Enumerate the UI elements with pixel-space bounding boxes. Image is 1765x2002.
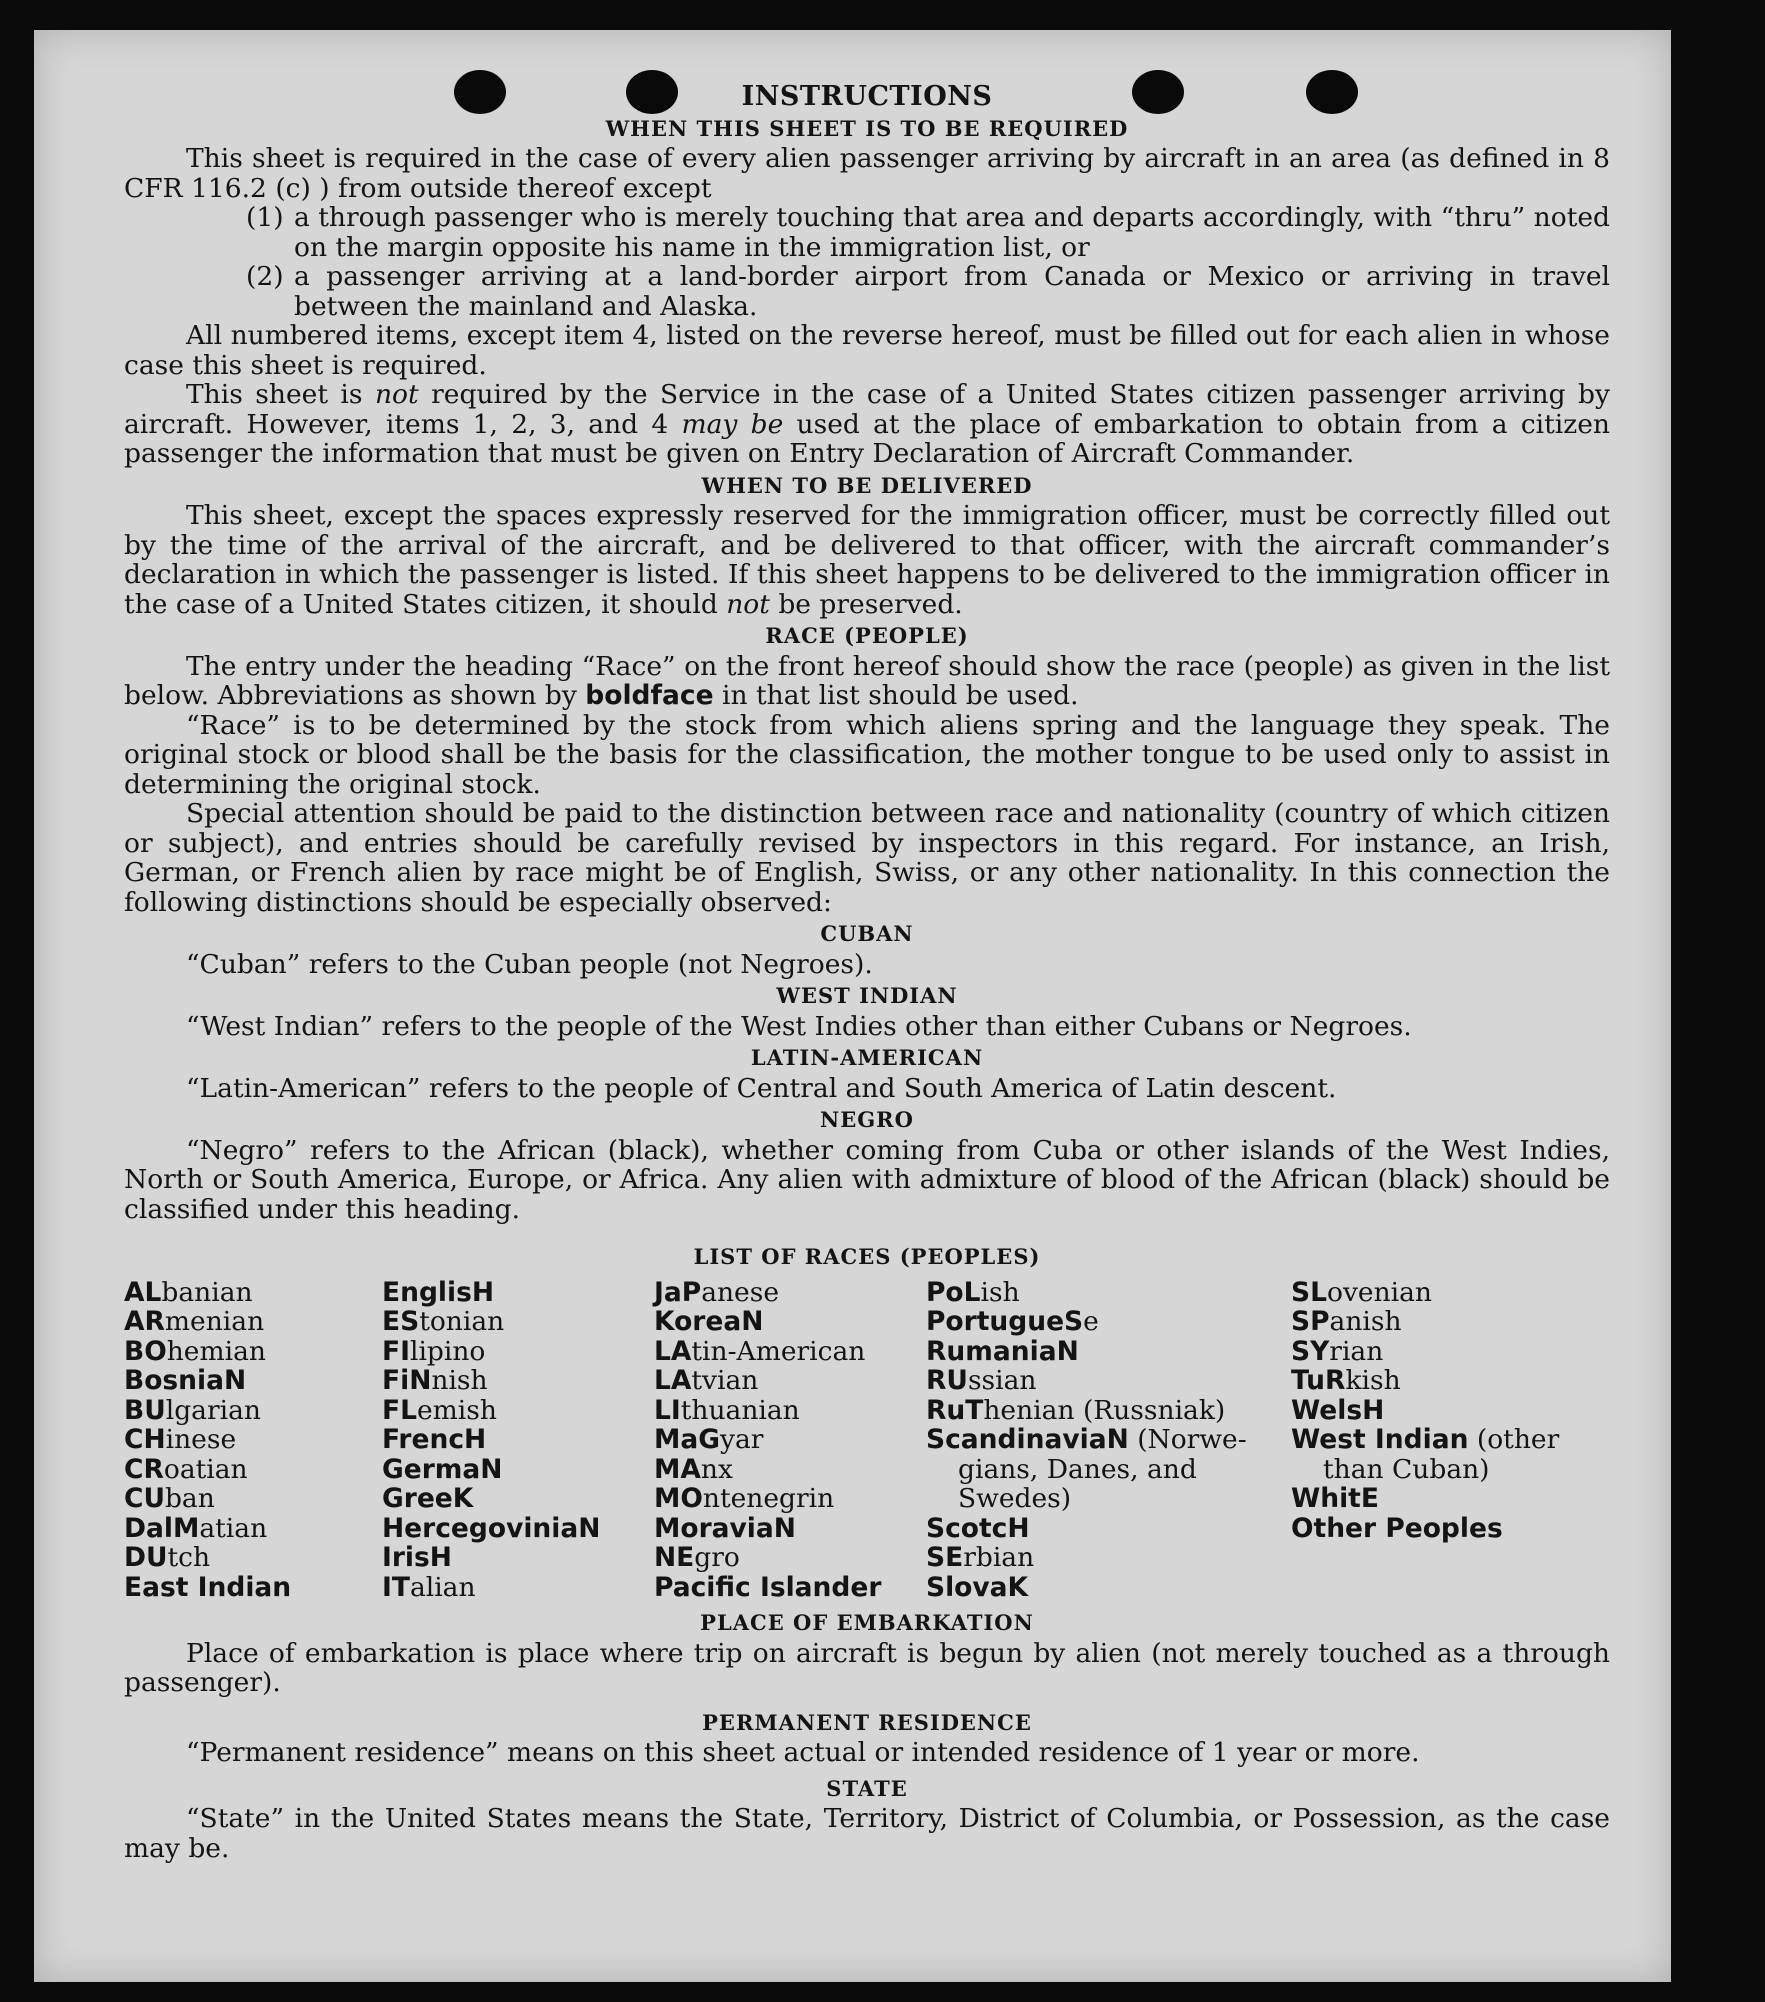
race-entry <box>1291 1425 1591 1455</box>
race-bold-abbrev: N <box>773 1512 796 1544</box>
race-bold-abbrev: DU <box>124 1542 168 1573</box>
race-bold-abbrev: NE <box>654 1542 695 1573</box>
heading-negro: NEGRO <box>820 1107 914 1132</box>
heading-when-delivered: WHEN TO BE DELIVERED <box>701 472 1033 498</box>
race-text: alian <box>409 1571 476 1603</box>
heading-cuban: CUBAN <box>820 921 914 946</box>
race-entry <box>926 1278 1291 1308</box>
race-entry <box>1291 1307 1591 1337</box>
race-entry <box>382 1573 654 1603</box>
paragraph-permanent-residence: “Permanent residence” means on this sheet actual or intended residence of 1 year or more. <box>186 1737 1420 1768</box>
race-text: gro <box>694 1542 740 1573</box>
race-bold-abbrev: Ma <box>654 1424 699 1455</box>
race-entry <box>382 1337 654 1367</box>
race-entry <box>382 1425 654 1455</box>
paragraph-state: “State” in the United States means the State, Territory, District of Columbia, or Possession, as the case may be. <box>124 1803 1610 1864</box>
race-bold-abbrev: N <box>578 1512 601 1544</box>
race-bold-abbrev: N <box>1056 1335 1079 1367</box>
race-entry <box>926 1366 1291 1396</box>
race-text: Swedes) <box>958 1483 1072 1514</box>
race-bold-abbrev: West Indian <box>1291 1424 1469 1455</box>
heading-west-indian: WEST INDIAN <box>776 983 958 1008</box>
race-text: anish <box>1329 1306 1402 1337</box>
text-run: The entry under the heading “Race” on the front hereof should show the race (people) as given in the list below. Abbreviations as shown by <box>124 650 1610 711</box>
paragraph-cuban: “Cuban” refers to the Cuban people (not Negroes). <box>186 948 873 980</box>
race-entry <box>654 1425 926 1455</box>
race-column <box>926 1278 1291 1603</box>
race-entry <box>382 1396 654 1426</box>
race-text: e <box>1083 1306 1099 1337</box>
race-entry <box>926 1484 1291 1514</box>
race-bold-abbrev: H <box>429 1542 452 1573</box>
race-bold-abbrev: Bosnia <box>124 1365 225 1396</box>
race-bold-abbrev: Other Peoples <box>1291 1512 1503 1544</box>
race-bold-abbrev: Po <box>926 1276 964 1308</box>
item-number: (2) <box>246 261 284 292</box>
text-run: used at the place of embarkation to obtain from a citizen passenger the information that must be given on Entry Declaration of Aircraft Commander. <box>124 408 1610 469</box>
race-column <box>382 1278 654 1603</box>
race-bold-abbrev: K <box>1007 1571 1029 1603</box>
race-bold-abbrev: Whit <box>1291 1483 1361 1514</box>
race-text: hemian <box>166 1335 266 1367</box>
race-bold-abbrev: LA <box>654 1365 692 1396</box>
race-bold-abbrev: Scotc <box>926 1512 1008 1544</box>
paragraph-negro: “Negro” refers to the African (black), whether coming from Cuba or other islands of the West Indies, North or South America, Europe, or Africa. Any alien with admixture of blood of the African (black) should be classified under this heading. <box>124 1134 1610 1225</box>
race-bold-abbrev: Portugue <box>926 1306 1065 1337</box>
race-bold-abbrev: Ru <box>926 1394 966 1426</box>
race-entry <box>124 1425 382 1455</box>
paragraph-west-indian: “West Indian” refers to the people of the West Indies other than either Cubans or Negroes. <box>186 1010 1412 1042</box>
paragraph-race-entry <box>124 652 1610 711</box>
race-bold-abbrev: CR <box>124 1453 164 1485</box>
race-text: lipino <box>409 1335 486 1367</box>
race-entry <box>1291 1337 1591 1367</box>
race-entry <box>654 1573 926 1603</box>
race-bold-abbrev: DalM <box>124 1512 200 1544</box>
race-entry <box>382 1366 654 1396</box>
race-entry <box>1291 1514 1591 1544</box>
race-entry <box>382 1307 654 1337</box>
race-entry <box>654 1396 926 1426</box>
race-bold-abbrev: H <box>471 1276 495 1308</box>
text-run: in that list should be used. <box>713 680 1079 711</box>
race-entry <box>654 1366 926 1396</box>
race-bold-abbrev: Wels <box>1291 1394 1363 1426</box>
race-entry <box>654 1278 926 1308</box>
race-text: thuanian <box>680 1394 800 1426</box>
race-bold-abbrev: N <box>409 1365 432 1396</box>
race-entry <box>654 1455 926 1485</box>
race-bold-abbrev: Pacific Islander <box>654 1571 882 1603</box>
race-entry <box>124 1396 382 1426</box>
race-bold-abbrev: Hercegovinia <box>382 1512 579 1544</box>
race-bold-abbrev: LA <box>654 1335 692 1367</box>
race-bold-abbrev: Tu <box>1291 1365 1326 1396</box>
race-bold-abbrev: N <box>741 1306 764 1337</box>
race-text: atian <box>199 1512 268 1544</box>
heading-race: RACE (PEOPLE) <box>765 623 969 648</box>
race-text: tin-American <box>691 1335 866 1367</box>
race-text: tch <box>167 1542 211 1573</box>
race-text: tvian <box>691 1365 759 1396</box>
race-bold-abbrev: SP <box>1291 1306 1330 1337</box>
paragraph-race-stock: “Race” is to be determined by the stock from which aliens spring and the language they speak. The original stock or blood shall be the basis for the classification, the mother tongue to be used only to assist in determining the original stock. <box>124 709 1610 800</box>
race-text: henian (Russniak) <box>983 1394 1226 1426</box>
race-entry <box>926 1573 1291 1603</box>
race-text: than Cuban) <box>1323 1453 1490 1485</box>
race-bold-abbrev: Rumania <box>926 1335 1057 1367</box>
race-bold-abbrev: East Indian <box>124 1571 292 1603</box>
race-bold-abbrev: Fi <box>382 1365 410 1396</box>
race-bold-abbrev: RU <box>926 1365 968 1396</box>
race-bold-abbrev: AL <box>124 1276 162 1308</box>
race-entry <box>926 1307 1291 1337</box>
text-run-bold: boldface <box>585 680 714 711</box>
race-bold-abbrev: CU <box>124 1483 165 1514</box>
race-bold-abbrev: Korea <box>654 1306 742 1337</box>
race-entry <box>654 1514 926 1544</box>
race-bold-abbrev: ES <box>382 1306 420 1337</box>
heading-permanent-residence: PERMANENT RESIDENCE <box>702 1709 1032 1735</box>
race-bold-abbrev: CH <box>124 1424 166 1455</box>
text-run: This sheet, except the spaces expressly reserved for the immigration officer, must be correctly filled out by the time of the arrival of the aircraft, and be delivered to that officer, with the aircraft commander’s declaration in which the passenger is listed. If this sheet happens to be delivered to the immigration officer in the case of a United States citizen, it should <box>124 500 1610 620</box>
race-bold-abbrev: N <box>480 1453 503 1485</box>
race-bold-abbrev: FL <box>382 1394 417 1426</box>
race-bold-abbrev: Gree <box>382 1483 453 1514</box>
race-text: tonian <box>419 1306 505 1337</box>
paragraph-numbered-items: All numbered items, except item 4, listed on the reverse hereof, must be filled out for each alien in whose case this sheet is required. <box>124 320 1610 381</box>
races-list <box>124 1278 1610 1603</box>
race-entry <box>382 1514 654 1544</box>
heading-embarkation: PLACE OF EMBARKATION <box>700 1610 1034 1635</box>
race-bold-abbrev: G <box>698 1424 721 1455</box>
race-text: kish <box>1345 1365 1401 1396</box>
race-entry <box>1291 1484 1591 1514</box>
race-bold-abbrev: AR <box>124 1306 165 1337</box>
race-text: (other <box>1468 1424 1560 1455</box>
race-text: gians, Danes, and <box>958 1453 1197 1485</box>
race-column <box>124 1278 382 1603</box>
race-entry <box>124 1307 382 1337</box>
page-title: INSTRUCTIONS <box>741 81 993 112</box>
text-run: required by the Service in the case of a United States citizen passenger arriving by aircraft. However, items 1, 2, 3, and 4 <box>124 379 1610 440</box>
paragraph-embarkation: Place of embarkation is place where trip on aircraft is begun by alien (not merely touched as a through passenger). <box>124 1637 1610 1698</box>
race-text: anese <box>701 1276 780 1308</box>
race-bold-abbrev: Iris <box>382 1542 430 1573</box>
race-bold-abbrev: Germa <box>382 1453 481 1485</box>
item-text: a through passenger who is merely touching that area and departs accordingly, with “thru” noted on the margin opposite his name in the immigration list, or <box>294 202 1610 263</box>
race-text: menian <box>164 1306 265 1337</box>
race-bold-abbrev: LI <box>654 1394 681 1426</box>
race-entry <box>1291 1278 1591 1308</box>
race-entry <box>382 1484 654 1514</box>
race-entry <box>382 1543 654 1573</box>
race-text: nx <box>700 1453 733 1485</box>
race-bold-abbrev: H <box>1362 1394 1385 1426</box>
race-bold-abbrev: H <box>464 1424 487 1455</box>
race-bold-abbrev: Ja <box>654 1276 682 1308</box>
race-bold-abbrev: N <box>1106 1424 1129 1455</box>
race-text: banian <box>161 1276 253 1308</box>
paragraph-latin-american: “Latin-American” refers to the people of Central and South America of Latin descent. <box>186 1072 1337 1104</box>
document-body <box>124 82 1610 1863</box>
race-entry <box>124 1543 382 1573</box>
race-entry <box>1291 1366 1591 1396</box>
race-bold-abbrev: SL <box>1291 1276 1327 1308</box>
paragraph-race-nationality: Special attention should be paid to the distinction between race and nationality (country of which citizen or subject), and entries should be carefully revised by inspectors in this regard. For instance, an Irish, German, or French alien by race might be of English, Swiss, or any other nationality. In this connection the following distinctions should be especially observed: <box>124 798 1610 918</box>
race-bold-abbrev: MA <box>654 1453 701 1485</box>
race-bold-abbrev: Englis <box>382 1276 472 1308</box>
race-bold-abbrev: L <box>963 1276 981 1308</box>
race-bold-abbrev: MO <box>654 1483 703 1514</box>
race-text: ban <box>164 1483 215 1514</box>
race-text: ovenian <box>1326 1276 1433 1308</box>
race-bold-abbrev: H <box>1007 1512 1030 1544</box>
race-text: inese <box>165 1424 237 1455</box>
text-run: be preserved. <box>769 588 963 620</box>
race-entry <box>1291 1455 1591 1485</box>
race-entry <box>654 1307 926 1337</box>
race-text: rbian <box>963 1542 1035 1573</box>
race-entry <box>124 1455 382 1485</box>
text-run-italic: not <box>374 379 419 410</box>
heading-when-required: WHEN THIS SHEET IS TO BE REQUIRED <box>605 115 1129 141</box>
race-text: nish <box>431 1365 488 1396</box>
race-bold-abbrev: BU <box>124 1394 166 1426</box>
race-entry <box>654 1337 926 1367</box>
race-text: ssian <box>967 1365 1037 1396</box>
text-run-italic: may be <box>681 408 784 440</box>
race-bold-abbrev: SY <box>1291 1335 1330 1367</box>
race-bold-abbrev: E <box>1360 1483 1379 1514</box>
race-entry <box>1291 1396 1591 1426</box>
race-text: yar <box>720 1424 764 1455</box>
race-entry <box>124 1366 382 1396</box>
item-number: (1) <box>246 202 284 233</box>
race-bold-abbrev: Frenc <box>382 1424 465 1455</box>
heading-latin-american: LATIN-AMERICAN <box>750 1045 984 1070</box>
race-bold-abbrev: Moravia <box>654 1512 774 1544</box>
race-bold-abbrev: SE <box>926 1542 964 1573</box>
document-sheet <box>34 30 1671 1982</box>
race-bold-abbrev: IT <box>382 1571 410 1603</box>
paragraph-citizen <box>124 380 1610 469</box>
text-run: This sheet is <box>186 379 375 410</box>
race-bold-abbrev: BO <box>124 1335 167 1367</box>
race-text: rian <box>1329 1335 1384 1367</box>
race-text: oatian <box>163 1453 248 1485</box>
race-entry <box>926 1514 1291 1544</box>
text-run-italic: not <box>726 588 770 620</box>
race-column <box>1291 1278 1591 1603</box>
race-entry <box>654 1543 926 1573</box>
list-item <box>246 262 1610 321</box>
race-text: ish <box>980 1276 1020 1308</box>
race-bold-abbrev: FI <box>382 1335 410 1367</box>
race-text: lgarian <box>165 1394 261 1426</box>
race-bold-abbrev: R <box>1325 1365 1346 1396</box>
race-bold-abbrev: T <box>965 1394 984 1426</box>
race-column <box>654 1278 926 1603</box>
race-entry <box>382 1455 654 1485</box>
race-entry <box>124 1484 382 1514</box>
heading-state: STATE <box>826 1775 908 1801</box>
race-entry <box>926 1455 1291 1485</box>
race-text: ntenegrin <box>702 1483 835 1514</box>
race-bold-abbrev: P <box>681 1276 702 1308</box>
race-entry <box>654 1484 926 1514</box>
race-entry <box>926 1396 1291 1426</box>
race-bold-abbrev: K <box>452 1483 474 1514</box>
paragraph-delivered <box>124 501 1610 619</box>
heading-list-of-races: LIST OF RACES (PEOPLES) <box>693 1244 1041 1269</box>
race-entry <box>124 1573 382 1603</box>
race-entry <box>124 1337 382 1367</box>
race-entry <box>926 1425 1291 1455</box>
list-item <box>246 203 1610 262</box>
race-entry <box>124 1278 382 1308</box>
race-bold-abbrev: Scandinavia <box>926 1424 1107 1455</box>
race-bold-abbrev: Slova <box>926 1571 1008 1603</box>
paragraph-required: This sheet is required in the case of every alien passenger arriving by aircraft in an area (as defined in 8 CFR 116.2 (c) ) from outside thereof except <box>124 143 1610 204</box>
race-entry <box>124 1514 382 1544</box>
race-entry <box>926 1543 1291 1573</box>
race-entry <box>926 1337 1291 1367</box>
race-bold-abbrev: N <box>224 1365 247 1396</box>
race-text: emish <box>417 1394 497 1426</box>
race-text: (Norwe- <box>1128 1424 1247 1455</box>
race-bold-abbrev: S <box>1064 1306 1084 1337</box>
item-text: a passenger arriving at a land-border airport from Canada or Mexico or arriving in travel between the mainland and Alaska. <box>294 261 1610 322</box>
race-entry <box>382 1278 654 1308</box>
